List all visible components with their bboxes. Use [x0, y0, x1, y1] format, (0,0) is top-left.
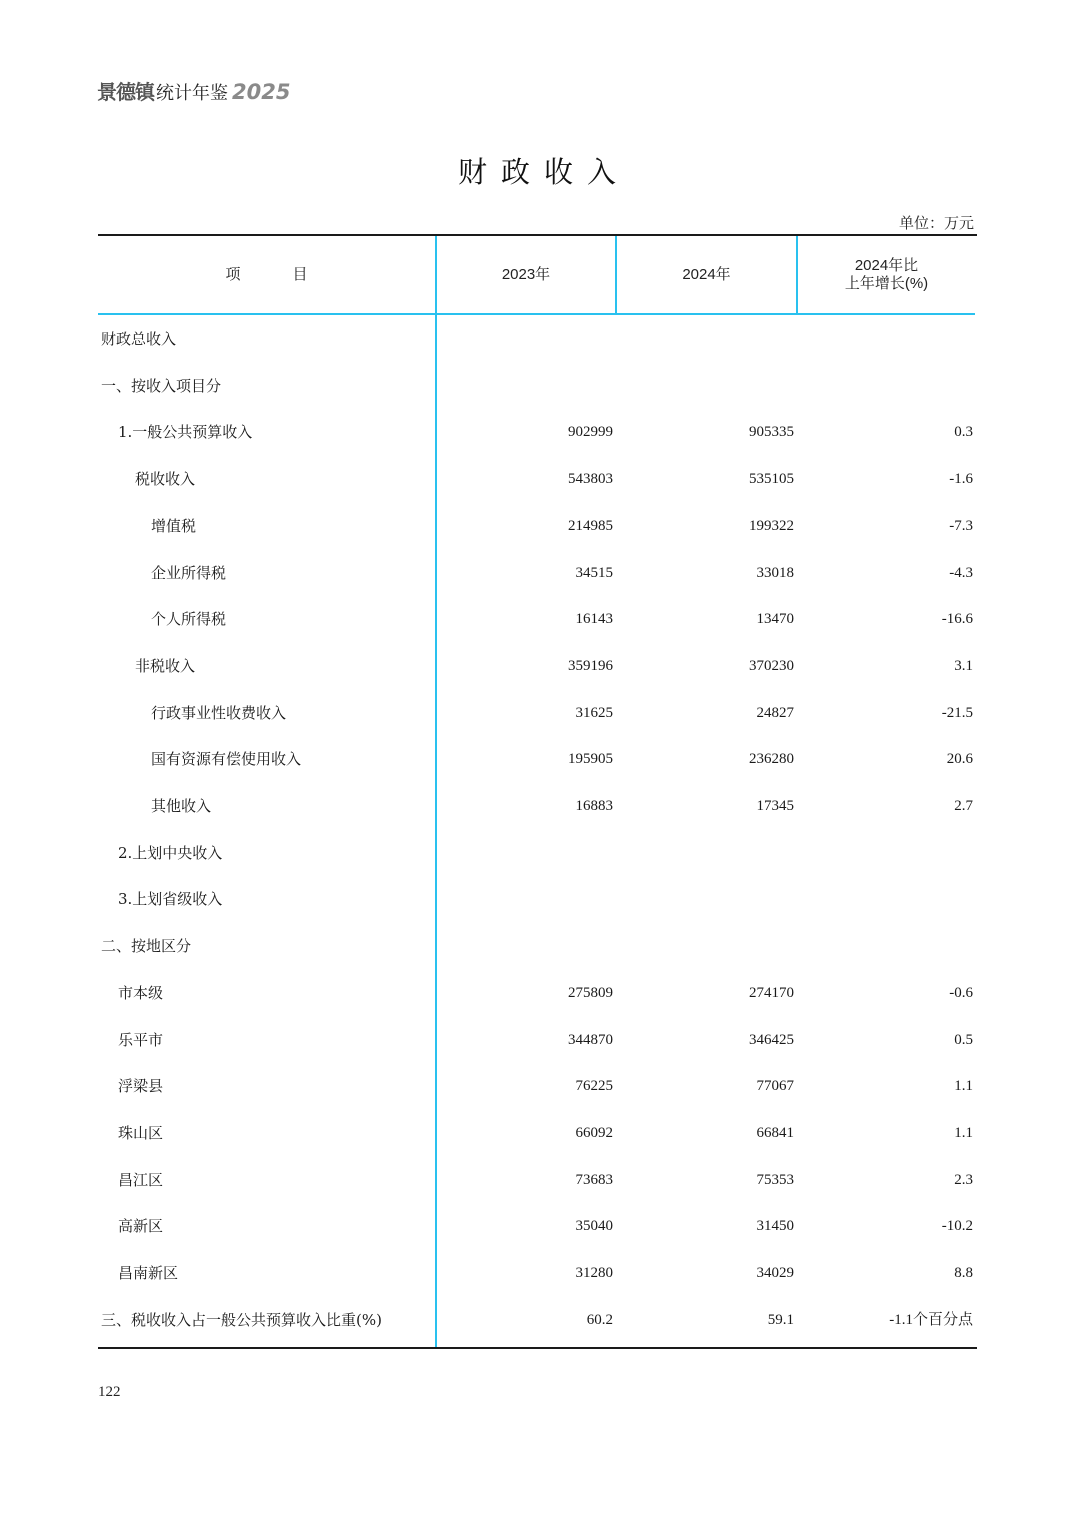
cell-growth	[798, 923, 973, 969]
table-row	[98, 596, 975, 642]
cell-growth: 20.6	[946, 751, 973, 768]
cell-2024: 905335	[749, 424, 794, 441]
cell-2023: 31625	[575, 704, 613, 721]
cell-2023: 195905	[568, 751, 613, 768]
row-label: 个人所得税	[151, 610, 227, 629]
cell-2024: 75353	[756, 1171, 794, 1188]
cell-2024: 24827	[756, 704, 794, 721]
column-header-2023: 2023年	[501, 265, 551, 283]
cell-growth	[798, 316, 973, 362]
row-label: 高新区	[118, 1217, 164, 1236]
table-row	[98, 690, 975, 736]
cell-2024: 236280	[749, 751, 794, 768]
cell-2023: 543803	[568, 471, 613, 488]
cell-growth: 1.1	[954, 1078, 973, 1095]
cell-2024: 59.1	[767, 1311, 794, 1328]
cell-2024: 199322	[749, 517, 794, 534]
cell-2023	[438, 316, 613, 362]
cell-2024	[618, 316, 794, 362]
cell-2023: 214985	[568, 517, 613, 534]
cell-2024	[618, 830, 794, 876]
row-label: 市本级	[118, 983, 164, 1002]
cell-2024: 370230	[749, 657, 794, 674]
cell-growth: 8.8	[954, 1265, 973, 1281]
row-label: 2.上划中央收入	[118, 843, 223, 862]
cell-2024: 274170	[749, 984, 794, 1001]
cell-growth: 2.3	[954, 1171, 973, 1188]
table-row	[98, 1017, 975, 1063]
table-row	[98, 363, 975, 409]
cell-2023: 73683	[575, 1171, 613, 1188]
row-label: 浮梁县	[118, 1077, 164, 1096]
table-row	[98, 503, 975, 549]
cell-2024: 31450	[756, 1218, 794, 1235]
table-row	[98, 1250, 975, 1296]
cell-2023: 344870	[568, 1031, 613, 1048]
cell-2023: 359196	[568, 657, 613, 674]
cell-2023: 902999	[568, 424, 613, 441]
table-row	[98, 550, 975, 596]
cell-2023: 66092	[575, 1124, 613, 1141]
column-header-growth-line2: 上年增长(%)	[844, 274, 929, 292]
row-label: 珠山区	[118, 1123, 164, 1142]
column-header-item	[98, 236, 435, 313]
table-row	[98, 830, 975, 876]
cell-2024: 66841	[756, 1124, 794, 1141]
row-label: 一、按收入项目分	[101, 376, 222, 395]
cell-growth: -1.6	[949, 471, 973, 488]
cell-2024: 535105	[749, 471, 794, 488]
table-row	[98, 1157, 975, 1203]
cell-growth: -7.3	[949, 517, 973, 534]
cell-growth: -21.5	[941, 704, 973, 721]
row-label: 企业所得税	[151, 563, 227, 582]
row-label: 三、税收收入占一般公共预算收入比重(%)	[101, 1310, 382, 1329]
table-row	[98, 316, 975, 362]
row-label: 1.一般公共预算收入	[118, 423, 253, 442]
row-label: 昌南新区	[118, 1264, 179, 1282]
column-header-item-right: 目	[292, 265, 308, 283]
cell-growth: 0.3	[954, 424, 973, 441]
cell-2024	[618, 923, 794, 969]
running-head	[97, 76, 290, 102]
cell-2024: 13470	[756, 611, 794, 628]
column-header-growth	[798, 236, 975, 313]
row-label: 3.上划省级收入	[118, 890, 223, 909]
row-label: 二、按地区分	[101, 937, 192, 956]
cell-2023	[438, 363, 613, 409]
row-label: 财政总收入	[101, 330, 177, 348]
table-row	[98, 1203, 975, 1249]
cell-2023	[438, 923, 613, 969]
cell-growth: 1.1	[954, 1124, 973, 1141]
cell-2024: 33018	[756, 564, 794, 581]
header-rule	[98, 313, 975, 315]
cell-2023: 275809	[568, 984, 613, 1001]
table-row	[98, 409, 975, 455]
row-label: 行政事业性收费收入	[151, 703, 287, 722]
cell-2023: 60.2	[586, 1311, 613, 1328]
table-row	[98, 736, 975, 782]
cell-2024	[618, 876, 794, 922]
cell-2023	[438, 876, 613, 922]
table-row	[98, 643, 975, 689]
row-label: 国有资源有偿使用收入	[151, 750, 302, 769]
row-label: 税收收入	[135, 470, 196, 489]
row-label: 其他收入	[151, 797, 212, 815]
cell-2023: 76225	[575, 1078, 613, 1095]
cell-growth: -4.3	[949, 564, 973, 581]
table-row	[98, 783, 975, 829]
revenue-table	[98, 234, 977, 1349]
row-label: 乐平市	[118, 1030, 164, 1049]
cell-2024: 77067	[756, 1078, 794, 1095]
table-row	[98, 1063, 975, 1109]
cell-growth	[798, 830, 973, 876]
cell-growth: -10.2	[941, 1218, 973, 1235]
cell-growth	[798, 876, 973, 922]
cell-growth	[798, 363, 973, 409]
running-head-city: 景德镇	[97, 80, 154, 104]
column-header-2024: 2024年	[682, 265, 731, 283]
table-row	[98, 1110, 975, 1156]
cell-2024: 346425	[749, 1031, 794, 1048]
cell-growth: 3.1	[954, 657, 973, 674]
running-head-year: 2025	[232, 80, 291, 104]
table-row	[98, 1297, 975, 1343]
cell-2023: 35040	[575, 1218, 613, 1235]
cell-2023: 16143	[575, 611, 613, 628]
column-header-growth-line1: 2024年比	[854, 256, 919, 274]
cell-2024	[618, 363, 794, 409]
cell-2024: 17345	[756, 798, 794, 814]
cell-growth: -16.6	[941, 611, 973, 628]
row-label: 增值税	[151, 516, 197, 535]
unit-label: 单位：万元	[898, 214, 974, 232]
cell-growth: -0.6	[949, 984, 973, 1001]
cell-2023	[438, 830, 613, 876]
table-row	[98, 456, 975, 502]
cell-growth: 2.7	[954, 798, 973, 814]
cell-2024: 34029	[756, 1265, 794, 1281]
cell-growth: -1.1个百分点	[889, 1311, 973, 1328]
table-row	[98, 970, 975, 1016]
cell-2023: 31280	[575, 1265, 613, 1281]
table-row	[98, 923, 975, 969]
running-head-book: 统计年鉴	[156, 83, 228, 104]
page-number: 122	[98, 1384, 121, 1400]
page-title: 财政收入	[457, 155, 630, 189]
table-row	[98, 876, 975, 922]
row-label: 非税收入	[135, 656, 196, 675]
row-label: 昌江区	[118, 1170, 164, 1189]
column-header-item-left: 项	[225, 265, 241, 283]
cell-growth: 0.5	[954, 1031, 973, 1048]
cell-2023: 34515	[575, 564, 613, 581]
cell-2023: 16883	[575, 798, 613, 814]
